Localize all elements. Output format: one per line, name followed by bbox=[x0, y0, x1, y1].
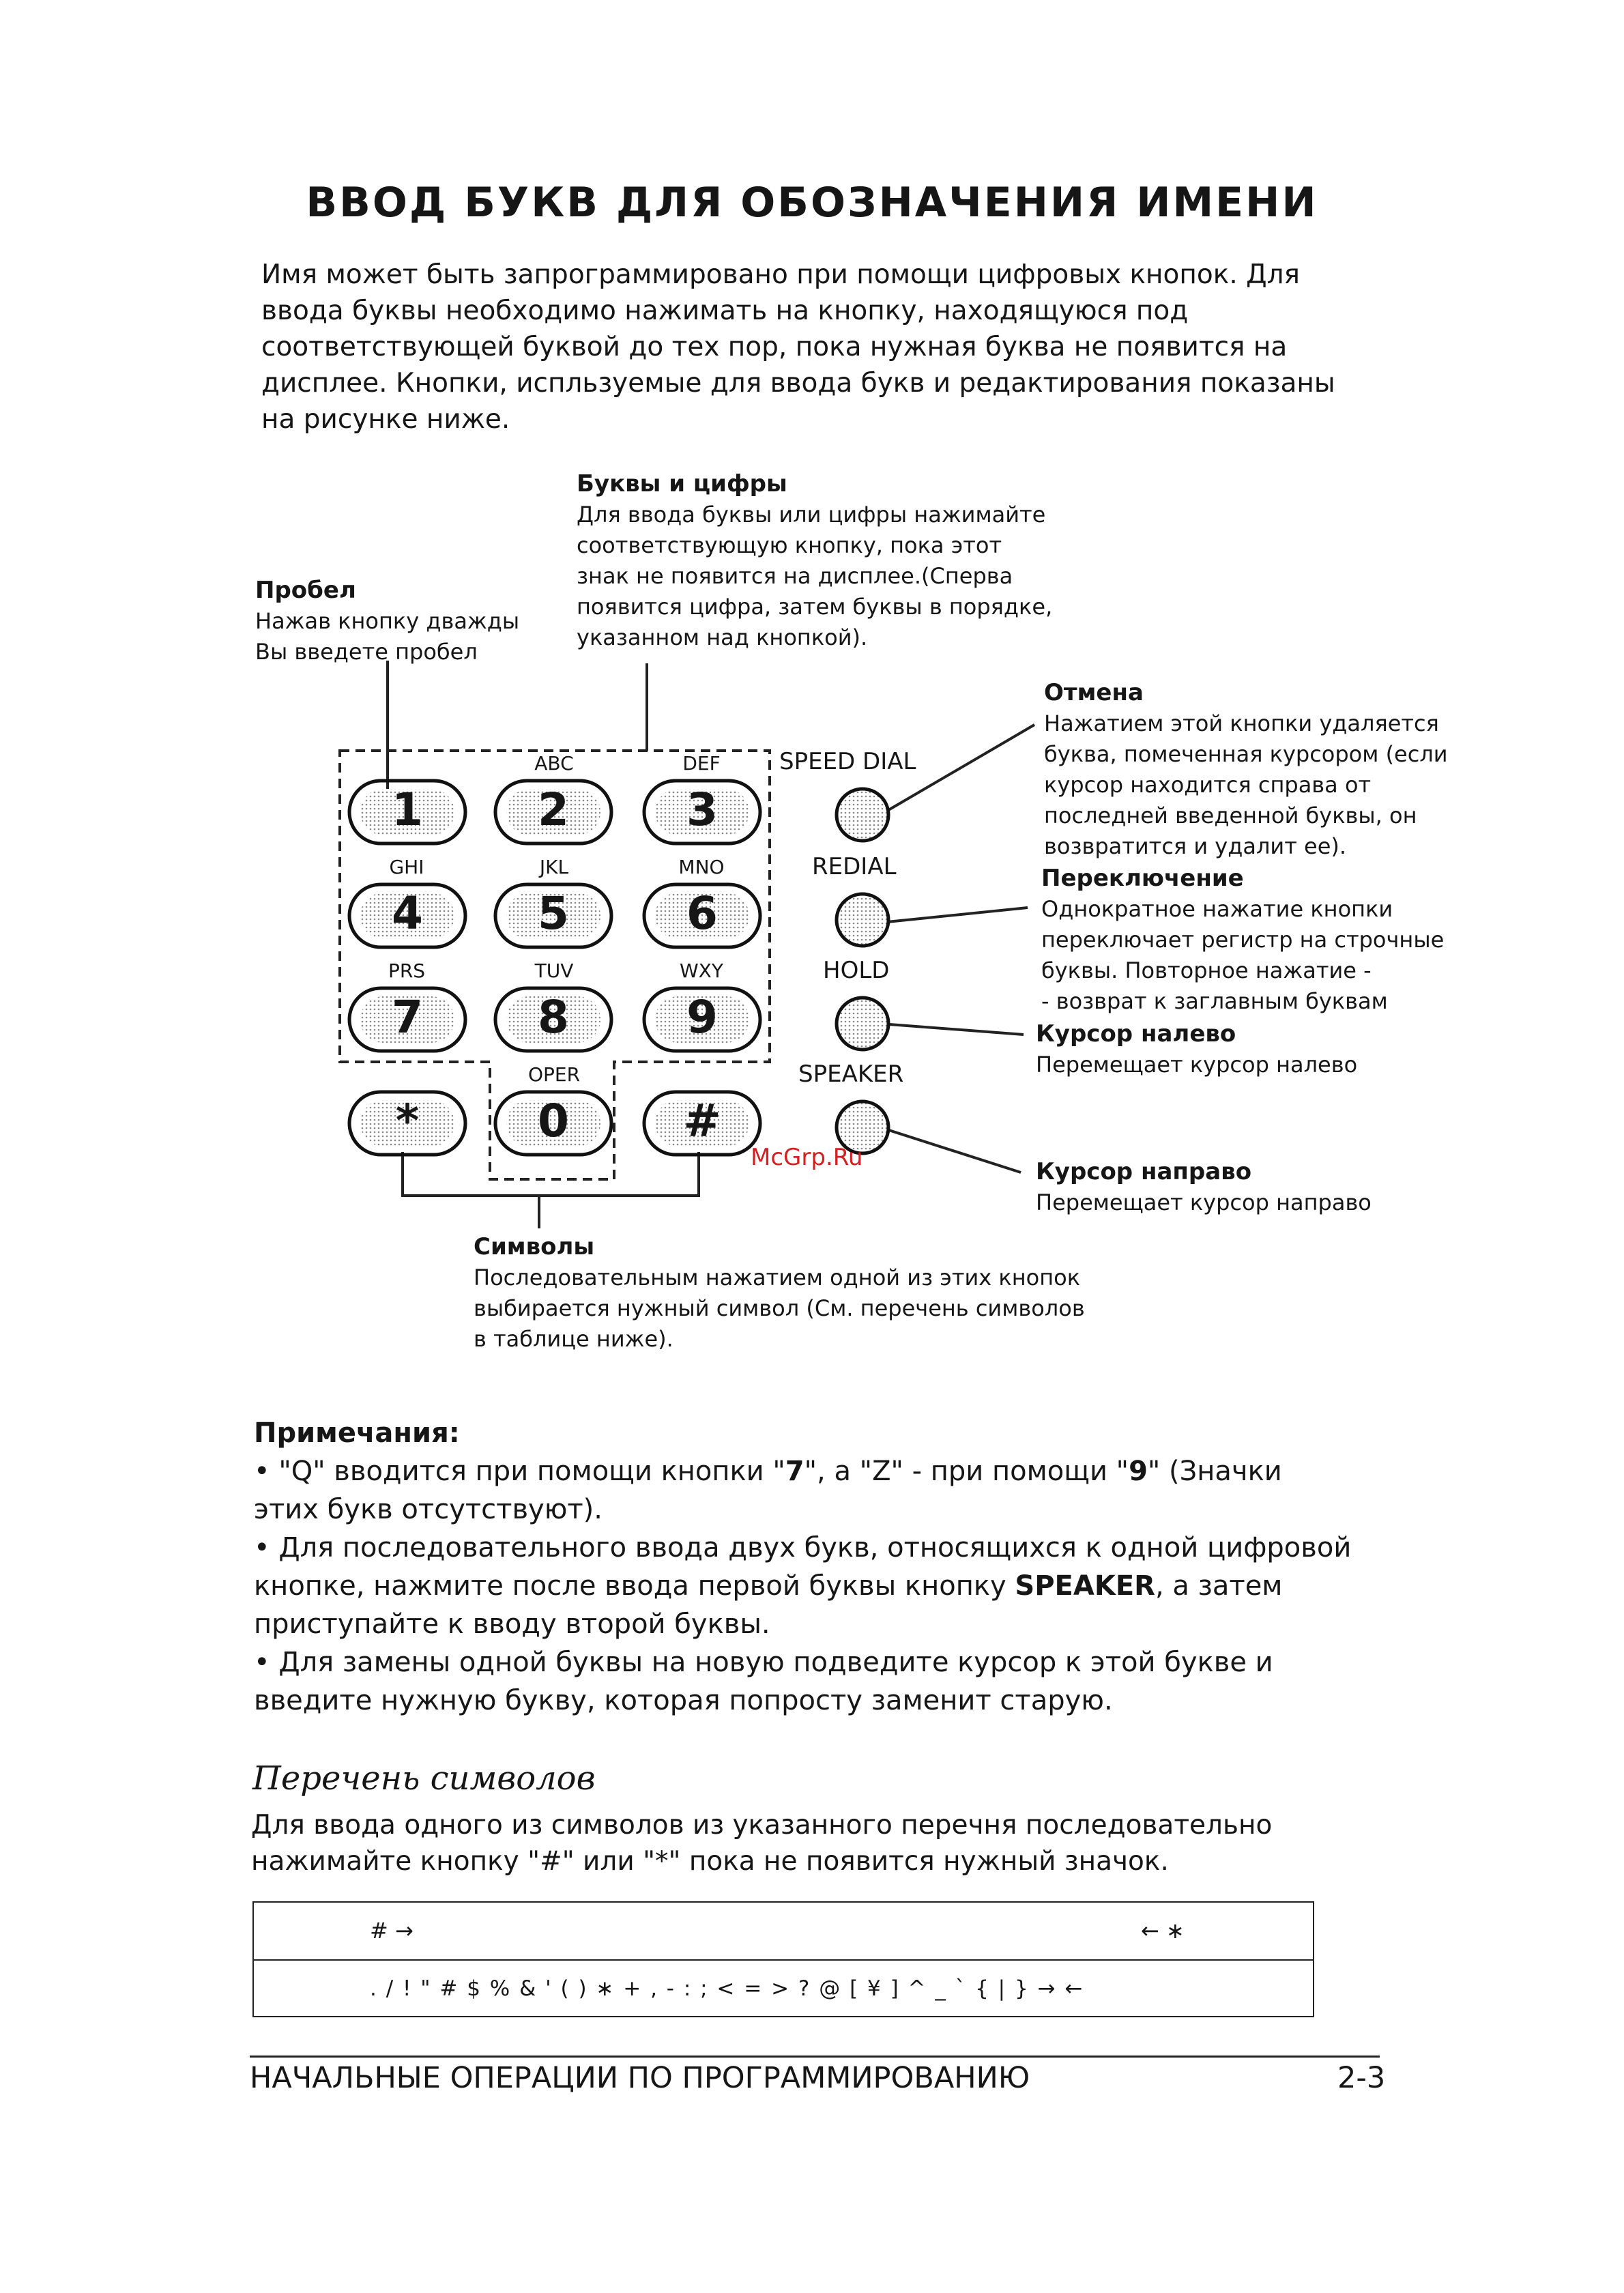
key-digit: 3 bbox=[686, 783, 718, 836]
intro-line: ввода буквы необходимо нажимать на кнопку, находящуюся под bbox=[261, 295, 1189, 326]
note-2-cont: приступайте к вводу второй буквы. bbox=[254, 1609, 770, 1640]
key-digit: 5 bbox=[538, 887, 569, 940]
speed-dial-button[interactable] bbox=[837, 789, 888, 841]
key-digit: 7 bbox=[392, 991, 423, 1043]
key-hash[interactable] bbox=[644, 1092, 760, 1155]
label-line: появится цифра, затем буквы в порядке, bbox=[577, 594, 1053, 620]
label-line: знак не появится на дисплее.(Сперва bbox=[577, 563, 1013, 589]
leader-bracket bbox=[403, 1152, 699, 1196]
key-9[interactable] bbox=[644, 988, 760, 1051]
speed-dial-label: SPEED DIAL bbox=[779, 748, 916, 775]
label-line: Однократное нажатие кнопки bbox=[1041, 896, 1393, 922]
label-line: - возврат к заглавным буквам bbox=[1041, 988, 1388, 1014]
key-digit: * bbox=[395, 1095, 420, 1147]
key-1[interactable] bbox=[349, 781, 465, 843]
label-line: Последовательным нажатием одной из этих кнопок bbox=[474, 1265, 1081, 1290]
key-digit: 8 bbox=[538, 991, 569, 1043]
bullet-icon: • bbox=[254, 1647, 279, 1678]
key-8[interactable] bbox=[495, 988, 611, 1051]
symbols-title: Перечень символов bbox=[252, 1759, 596, 1798]
key-letters: JKL bbox=[539, 856, 569, 878]
intro-line: соответствующей буквой до тех пор, пока нужная буква не появится на bbox=[261, 332, 1288, 362]
label-line: буквы. Повторное нажатие - bbox=[1041, 957, 1372, 983]
label-line: Нажатием этой кнопки удаляется bbox=[1044, 710, 1439, 736]
key-letters: WXY bbox=[680, 960, 723, 982]
note-2: • Для последовательного ввода двух букв, относящихся к одной цифровой bbox=[254, 1532, 1352, 1563]
key-7[interactable] bbox=[349, 988, 465, 1051]
key-star[interactable] bbox=[349, 1092, 465, 1155]
label-line: в таблице ниже). bbox=[474, 1326, 673, 1352]
note-1-cont: этих букв отсутствуют). bbox=[254, 1494, 603, 1525]
label-line: последней введенной буквы, он bbox=[1044, 803, 1417, 828]
label-line: указанном над кнопкой). bbox=[577, 624, 868, 650]
footer-section-title: НАЧАЛЬНЫЕ ОПЕРАЦИИ ПО ПРОГРАММИРОВАНИЮ bbox=[250, 2061, 1030, 2095]
label-title: Буквы и цифры bbox=[577, 470, 787, 497]
label-line: переключает регистр на строчные bbox=[1041, 927, 1445, 953]
footer-divider bbox=[250, 2056, 1380, 2058]
key-4[interactable] bbox=[349, 884, 465, 947]
hold-label: HOLD bbox=[823, 957, 890, 984]
intro-line: дисплее. Кнопки, испльзуемые для ввода букв и редактирования показаны bbox=[261, 368, 1335, 399]
page-title: ВВОД БУКВ ДЛЯ ОБОЗНАЧЕНИЯ ИМЕНИ bbox=[306, 179, 1318, 227]
speaker-label: SPEAKER bbox=[798, 1061, 904, 1088]
key-digit: 1 bbox=[392, 783, 423, 836]
key-letters: OPER bbox=[527, 1063, 581, 1086]
notes-heading: Примечания: bbox=[254, 1417, 460, 1449]
note-3-cont: введите нужную букву, которая попросту заменит старую. bbox=[254, 1685, 1113, 1716]
key-letters: DEF bbox=[682, 752, 721, 775]
key-letters: PRS bbox=[388, 960, 426, 982]
key-3[interactable] bbox=[644, 781, 760, 843]
watermark: McGrp.Ru bbox=[751, 1144, 863, 1171]
redial-label: REDIAL bbox=[812, 853, 897, 880]
table-cell: ← ∗ bbox=[1141, 1918, 1185, 1944]
key-digit: 4 bbox=[392, 887, 423, 940]
label-title: Курсор налево bbox=[1036, 1020, 1236, 1048]
leader-line bbox=[880, 725, 1034, 815]
symbols-description bbox=[251, 1807, 1272, 1879]
page-number: 2-3 bbox=[1337, 2061, 1386, 2095]
note-3: • Для замены одной буквы на новую подведите курсор к этой букве и bbox=[254, 1647, 1273, 1678]
leader-line bbox=[880, 1127, 1021, 1172]
key-letters: TUV bbox=[534, 960, 574, 982]
table-cell: # → bbox=[370, 1918, 414, 1944]
label-title: Переключение bbox=[1041, 865, 1244, 892]
key-6[interactable] bbox=[644, 884, 760, 947]
label-line: курсор находится справа от bbox=[1044, 772, 1372, 798]
key-digit: 2 bbox=[538, 783, 569, 836]
intro-line: на рисунке ниже. bbox=[261, 404, 510, 435]
label-line: Вы введете пробел bbox=[255, 639, 478, 665]
label-title: Отмена bbox=[1044, 679, 1144, 706]
label-title: Пробел bbox=[255, 577, 356, 604]
key-0[interactable] bbox=[495, 1092, 611, 1155]
label-title: Символы bbox=[474, 1233, 595, 1260]
label-line: Нажав кнопку дважды bbox=[255, 608, 520, 634]
label-line: Для ввода буквы или цифры нажимайте bbox=[577, 502, 1046, 528]
leader-line bbox=[880, 908, 1028, 923]
symbols-desc-line: нажимайте кнопку "#" или "*" пока не появится нужный значок. bbox=[251, 1846, 1169, 1877]
label-line: соответствующую кнопку, пока этот bbox=[577, 532, 1002, 558]
table-divider bbox=[254, 1959, 1313, 1961]
note-2-cont: кнопке, нажмите после ввода первой буквы кнопку SPEAKER, а затем bbox=[254, 1570, 1283, 1602]
key-digit: 0 bbox=[538, 1095, 569, 1147]
key-letters: MNO bbox=[678, 856, 725, 878]
label-line: Перемещает курсор направо bbox=[1036, 1189, 1372, 1215]
key-letters: GHI bbox=[389, 856, 424, 878]
label-title: Курсор направо bbox=[1036, 1158, 1252, 1185]
redial-button[interactable] bbox=[837, 894, 888, 946]
leader-line bbox=[880, 1024, 1024, 1035]
key-digit: # bbox=[683, 1095, 721, 1147]
label-line: Перемещает курсор налево bbox=[1036, 1052, 1358, 1078]
bullet-icon: • bbox=[254, 1456, 279, 1487]
note-1: • "Q" вводится при помощи кнопки "7", а "Z" - при помощи "9" (Значки bbox=[254, 1456, 1282, 1487]
bullet-icon: • bbox=[254, 1532, 279, 1563]
intro-line: Имя может быть запрограммировано при помощи цифровых кнопок. Для bbox=[261, 259, 1300, 290]
key-letters: ABC bbox=[534, 752, 574, 775]
label-line: буква, помеченная курсором (если bbox=[1044, 741, 1448, 767]
symbols-table bbox=[252, 1901, 1314, 2017]
label-line: возвратится и удалит ее). bbox=[1044, 833, 1347, 859]
key-2[interactable] bbox=[495, 781, 611, 843]
hold-button[interactable] bbox=[837, 998, 888, 1050]
symbols-desc-line: Для ввода одного из символов из указанного перечня последовательно bbox=[251, 1810, 1273, 1841]
key-digit: 6 bbox=[686, 887, 718, 940]
key-digit: 9 bbox=[686, 991, 718, 1043]
notes-section bbox=[254, 1414, 1414, 1720]
table-cell: . / ! " # $ % & ' ( ) ∗ + , - : ; < = > ? @ [ ¥ ] ^ _ ` { | } → ← bbox=[370, 1976, 1084, 2001]
key-5[interactable] bbox=[495, 884, 611, 947]
label-line: выбирается нужный символ (См. перечень символов bbox=[474, 1295, 1085, 1321]
